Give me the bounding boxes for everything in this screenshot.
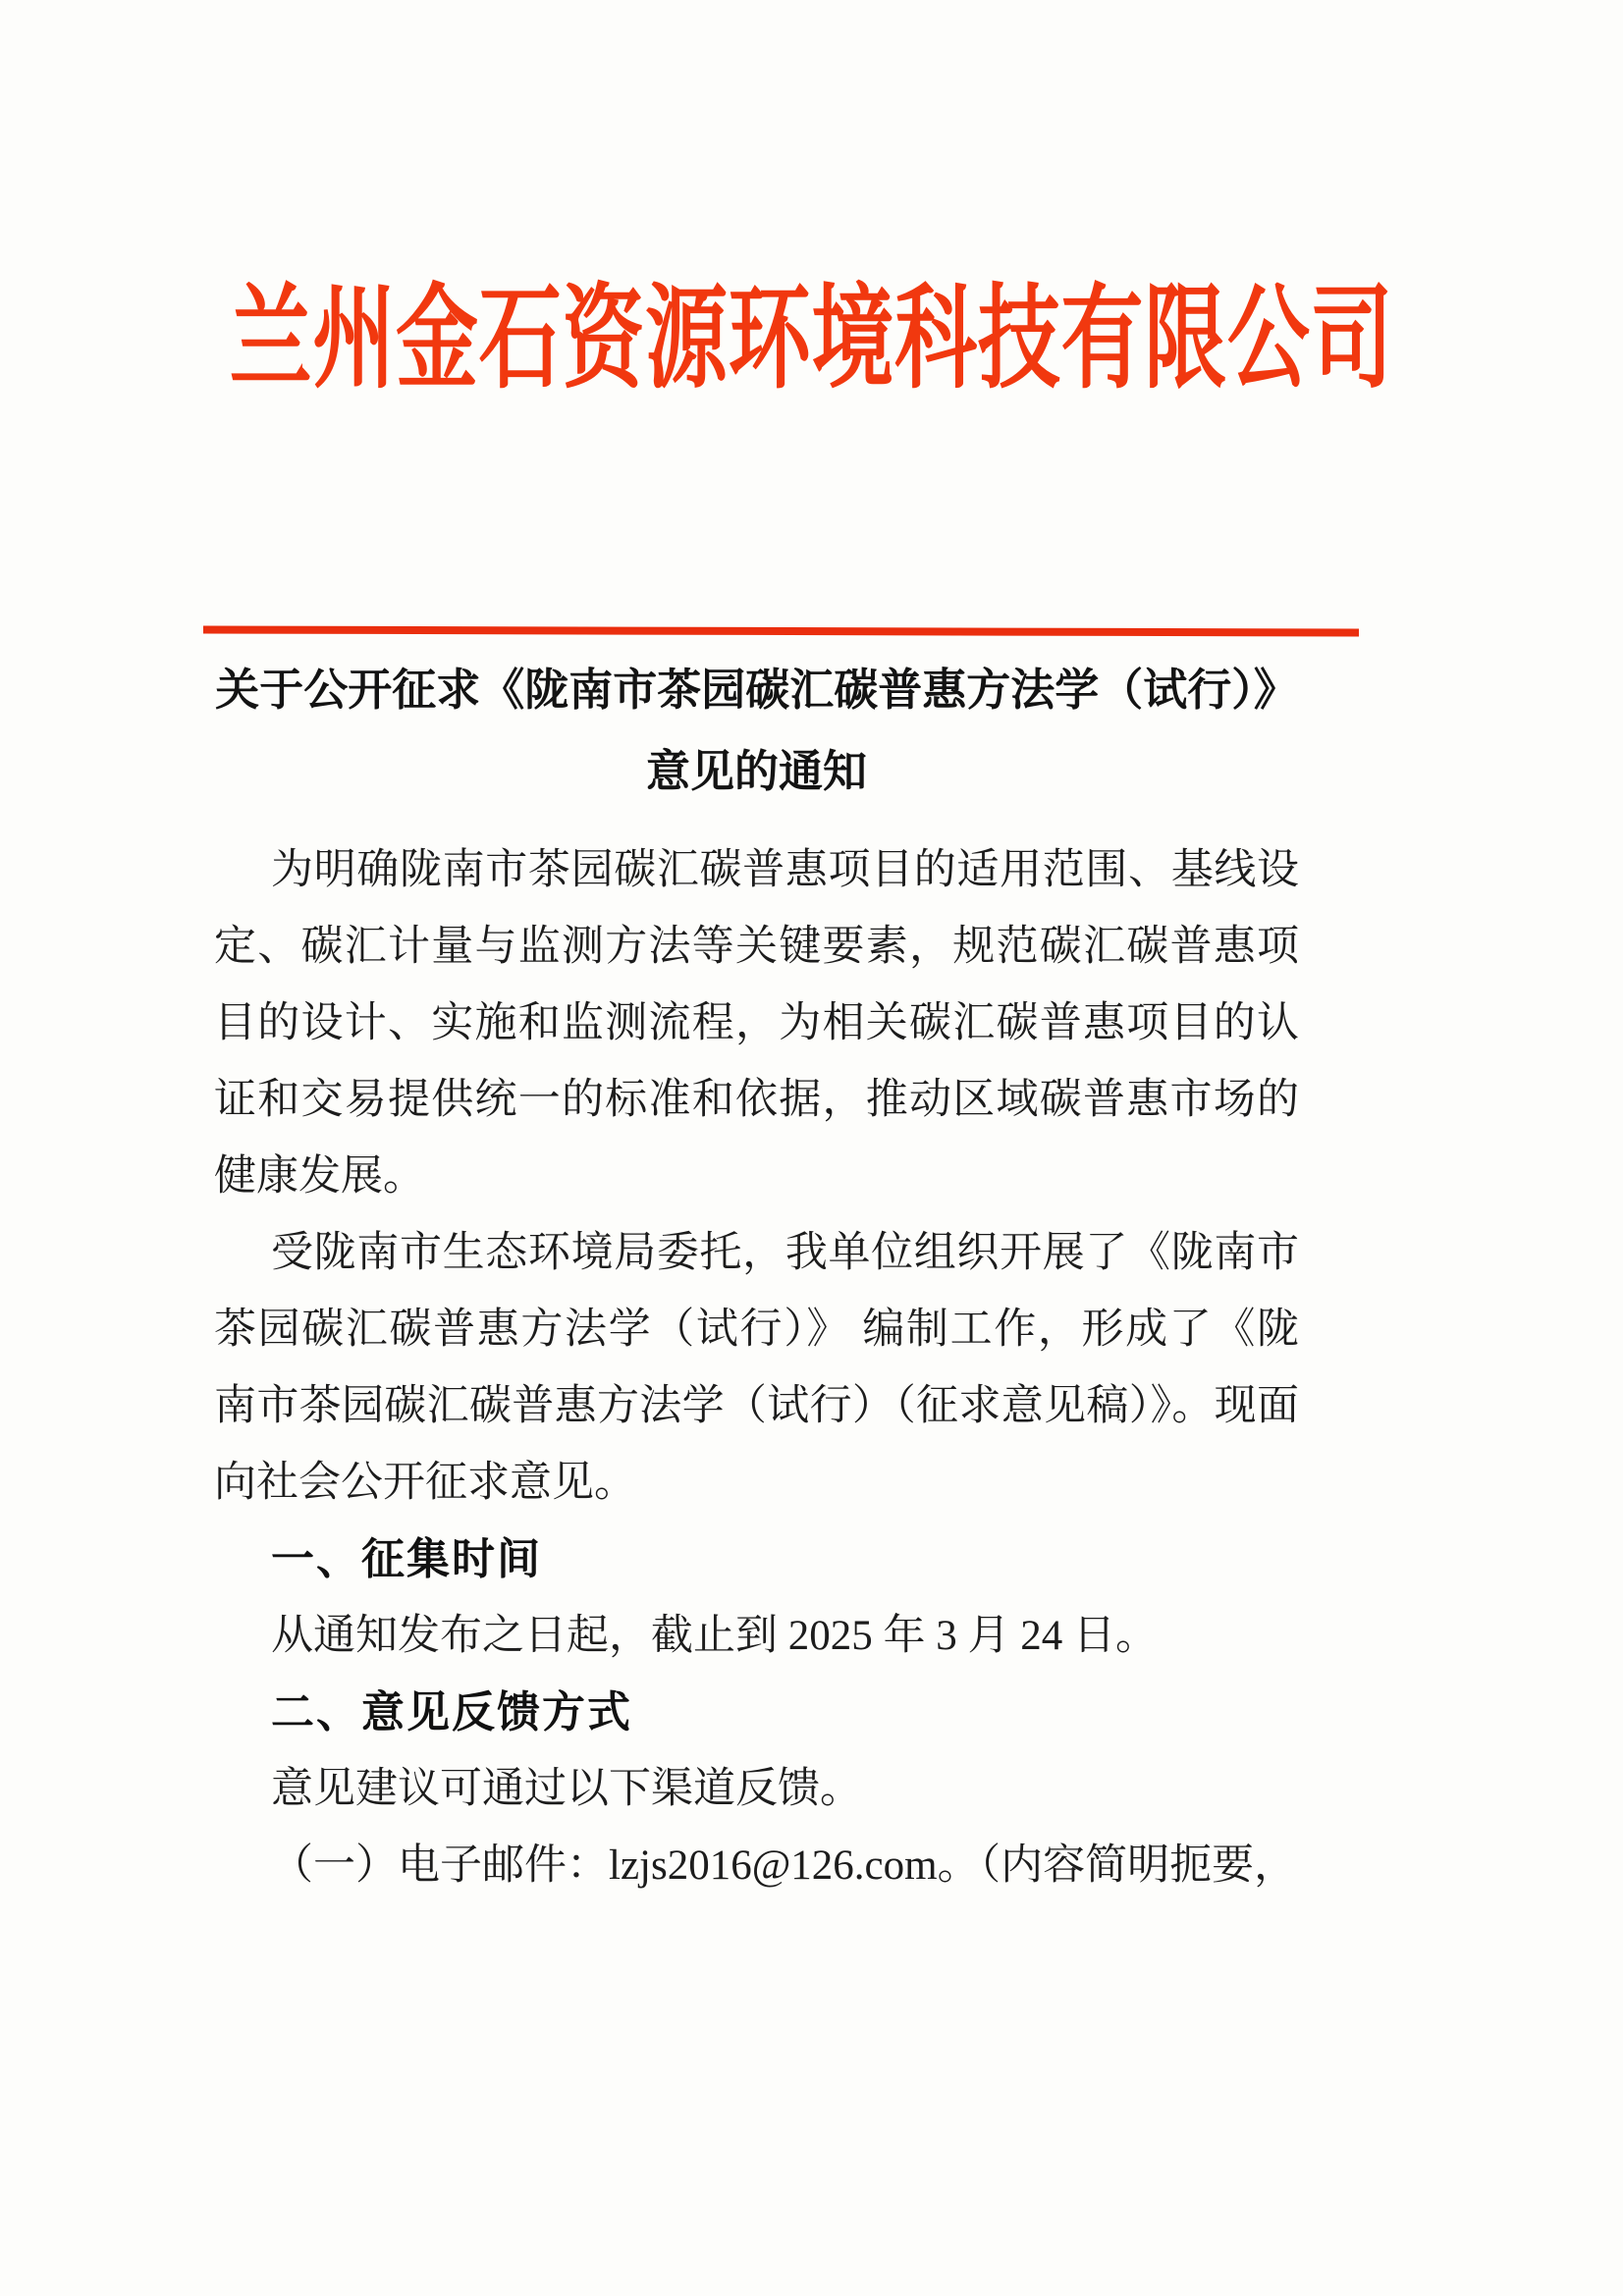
paragraph-commission: 受陇南市生态环境局委托，我单位组织开展了《陇南市茶园碳汇碳普惠方法学（试行）》 编制工作，形成了《陇南市茶园碳汇碳普惠方法学（试行）（征求意见稿）》。现面向社会公开征求意见。	[214, 1230, 1299, 1506]
notice-title-line2: 意见的通知	[645, 747, 867, 796]
company-letterhead: 兰州金石资源环境科技有限公司	[229, 277, 1394, 401]
notice-title-line1: 关于公开征求《陇南市茶园碳汇碳普惠方法学（试行）》	[215, 666, 1298, 715]
section1-deadline: 从通知发布之日起，截止到 2025 年 3 月 24 日。	[271, 1613, 1158, 1659]
section2-item-email: （一）电子邮件：lzjs2016@126.com。（内容简明扼要，	[271, 1842, 1297, 1889]
notice-body	[214, 650, 1299, 1904]
red-divider-line	[203, 625, 1359, 636]
section1-heading: 一、征集时间	[271, 1535, 542, 1583]
paragraph-purpose: 为明确陇南市茶园碳汇碳普惠项目的适用范围、基线设定、碳汇计量与监测方法等关键要素，规范碳汇碳普惠项目的设计、实施和监测流程，为相关碳汇碳普惠项目的认证和交易提供统一的标准和依据，推动区域碳普惠市场的健康发展。	[214, 847, 1299, 1200]
section2-heading: 二、意见反馈方式	[271, 1688, 632, 1736]
notice-title	[214, 650, 1299, 813]
section2-intro: 意见建议可通过以下渠道反馈。	[271, 1766, 862, 1812]
